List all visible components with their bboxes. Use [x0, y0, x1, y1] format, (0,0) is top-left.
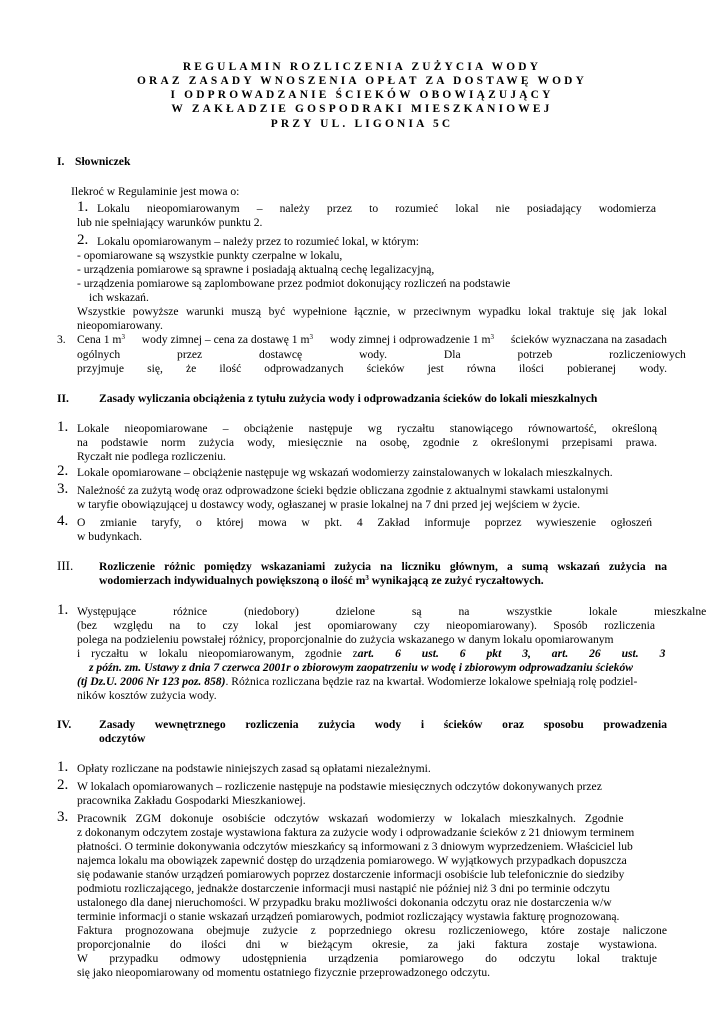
s4-item-1-line-1: Opłaty rozliczane na podstawie niniejszych zasad są opłatami niezależnymi.	[77, 762, 431, 775]
section-4-number: IV.	[57, 718, 72, 731]
s1-item-2-number: 2.	[77, 232, 89, 248]
s4-item-3-line-1: Pracownik ZGM dokonuje osobiście odczytów wskazań wodomierzy w lokalach mieszkalnych. Zgodnie	[77, 812, 624, 825]
s3-item-1-line-2: (bez względu na to czy lokal jest opomiarowany czy nieopomiarowany). Sposób rozliczenia	[77, 619, 655, 632]
section-3-heading-line-2: wodomierzach indywidualnych powiększoną o ilość $m^3$ wynikającą ze zużyć ryczałtowych.	[99, 574, 544, 587]
section-1-number: I.	[57, 155, 65, 168]
s4-item-3-line-2: z dokonanym odczytem zostaje wystawiona faktura za zużycie wody i odprowadzanie ścieków z 21 dniowym terminem	[77, 826, 635, 839]
s3-item-1-line-1: Występujące różnice (niedobory) dzielone są na wszystkie lokale mieszkalne	[77, 605, 707, 618]
s4-item-2-line-2: pracownika Zakładu Gospodarki Mieszkaniowej.	[77, 794, 306, 807]
s2-item-3-line-2: w taryfie obowiązującej u dostawcy wody, ogłaszanej w prasie lokalnej na 7 dni przed jej wejściem w życie.	[77, 498, 581, 511]
s3-item-1-line-5: z późn. zm. Ustawy z dnia 7 czerwca 2001r o zbiorowym zaopatrzeniu w wodę i zbiorowym odprowadzaniu ścieków	[89, 661, 634, 674]
s2-item-2-number: 2.	[57, 463, 69, 479]
s1-item-2-line-3: - urządzenia pomiarowe są sprawne i posiadają aktualną cechę legalizacyjną,	[77, 263, 435, 276]
section-1-intro: Ilekroć w Regulaminie jest mowa o:	[71, 185, 240, 198]
s2-item-4-line-1: O zmianie taryfy, o której mowa w pkt. 4 Zakład informuje poprzez wywieszenie ogłoszeń	[77, 516, 652, 529]
s3-item-1-line-4: i ryczałtu w lokalu nieopomiarowanym, zgodnie z art. 6 ust. 6 pkt 3, art. 26 ust. 3	[77, 647, 666, 660]
s3-item-1-line-7: ników kosztów zużycia wody.	[77, 689, 217, 702]
s1-item-2-line-5: ich wskazań.	[89, 291, 149, 304]
s1-item-2-line-6: Wszystkie powyższe warunki muszą być wypełnione łącznie, w przeciwnym wypadku lokal traktuje się jak lokal	[77, 305, 667, 318]
s2-item-2-line-1: Lokale opomiarowane – obciążenie następuje wg wskazań wodomierzy zainstalowanych w lokalach mieszkalnych.	[77, 466, 613, 479]
s4-item-2-number: 2.	[57, 777, 69, 793]
section-3-number: III.	[57, 558, 74, 573]
title-line-4: W ZAKŁADZIE GOSPODRAKI MIESZKANIOWEJ	[171, 103, 553, 115]
s4-item-3-line-4: najemca lokalu ma obowiązek zapewnić dostęp do urządzenia pomiarowego. W wyjątkowych przypadkach dopuszcza	[77, 854, 627, 867]
s4-item-1-number: 1.	[57, 759, 69, 775]
s1-item-2-line-7: nieopomiarowany.	[77, 319, 163, 332]
s1-item-3-line-1: Cena 1 $m^3$ wody zimnej – cena za dostawę 1 $m^3$ wody zimnej i odprowadzenie 1 $m^3$ ścieków wyznaczana na zasadach	[77, 333, 667, 346]
s1-item-3-line-3: przyjmuje się, że ilość odprowadzanych ścieków jest równa ilości pobieranej wody.	[77, 362, 667, 375]
s4-item-3-line-12: się jako nieopomiarowany od momentu ostatniego fizycznie przeprowadzonego odczytu.	[77, 966, 491, 979]
s2-item-3-line-1: Należność za zużytą wodę oraz odprowadzone ścieki będzie obliczana zgodnie z aktualnymi stawkami ustalonymi	[77, 484, 609, 497]
s1-item-2-line-2: - opomiarowane są wszystkie punkty czerpalne w lokalu,	[77, 249, 343, 262]
s4-item-2-line-1: W lokalach opomiarowanych – rozliczenie następuje na podstawie miesięcznych odczytów dokonywanych przez	[77, 780, 602, 793]
section-3-heading-line-1: Rozliczenie różnic pomiędzy wskazaniami zużycia na liczniku głównym, a sumą wskazań zużycia na	[99, 560, 667, 573]
s2-item-4-number: 4.	[57, 513, 69, 529]
title-line-3: I ODPROWADZANIE ŚCIEKÓW OBOWIĄZUJĄCY	[170, 89, 554, 101]
s1-item-2-line-4: - urządzenia pomiarowe są zaplombowane przez podmiot dokonujący rozliczeń na podstawie	[77, 277, 511, 290]
section-4-heading-line-2: odczytów	[99, 732, 146, 745]
title-line-5: PRZY UL. LIGONIA 5C	[270, 118, 454, 130]
title-line-2: ORAZ ZASADY WNOSZENIA OPŁAT ZA DOSTAWĘ WODY	[136, 75, 588, 87]
s2-item-4-line-2: w budynkach.	[77, 530, 143, 543]
s4-item-3-line-10: proporcjonalnie do ilości dni w bieżącym okresie, za jaki faktura zostaje wystawiona.	[77, 938, 657, 951]
s3-item-1-number: 1.	[57, 602, 69, 618]
s1-item-3-line-2: ogólnych przez dostawcę wody. Dla potrzeb rozliczeniowych	[77, 348, 686, 361]
s4-item-3-line-9: Faktura prognozowana obejmuje zużycie z poprzedniego okresu rozliczeniowego, które zostaje naliczone	[77, 924, 667, 937]
title-line-1: REGULAMIN ROZLICZENIA ZUŻYCIA WODY	[182, 61, 542, 73]
section-1-heading: Słowniczek	[75, 155, 131, 168]
s2-item-1-line-2: na podstawie norm zużycia wody, miesięcznie na osobę, zgodnie z określonymi przepisami prawa.	[77, 436, 657, 449]
s3-item-1-line-6: (tj Dz.U. 2006 Nr 123 poz. 858). Różnica rozliczana będzie raz na kwartał. Wodomierze lokalowe spełniają rolę podziel-	[77, 675, 638, 688]
s2-item-1-line-3: Ryczałt nie podlega rozliczeniu.	[77, 450, 226, 463]
s2-item-1-number: 1.	[57, 419, 69, 435]
s4-item-3-line-7: ustalonego dla danej nieruchomości. W przypadku braku możliwości dokonania odczytu oraz nie dostarczenia w/w	[77, 896, 612, 909]
s1-item-1-number: 1.	[77, 199, 89, 215]
s4-item-3-number: 3.	[57, 809, 69, 825]
section-4-heading-line-1: Zasady wewnętrznego rozliczenia zużycia wody i ścieków oraz sposobu prowadzenia	[99, 718, 667, 731]
s4-item-3-line-3: płatności. O terminie dokonywania odczytów mieszkańcy są informowani z 3 dniowym wyprzedzeniem. Właściciel lub	[77, 840, 633, 853]
s1-item-1-line-2: lub nie spełniający warunków punktu 2.	[77, 216, 263, 229]
s1-item-3-number: 3.	[57, 333, 66, 346]
section-2-heading: Zasady wyliczania obciążenia z tytułu zużycia wody i odprowadzania ścieków do lokali mieszkalnych	[99, 392, 598, 405]
section-2-number: II.	[57, 392, 69, 405]
s4-item-3-line-5: się podawanie stanów urządzeń pomiarowych poprzez dostarczenie informacji osobiście lub telefonicznie do siedziby	[77, 868, 625, 881]
s2-item-1-line-1: Lokale nieopomiarowane – obciążenie następuje wg ryczałtu stanowiącego równowartość, określoną	[77, 422, 657, 435]
s4-item-3-line-8: terminie informacji o stanie wskazań urządzeń pomiarowych, podmiot rozliczający wystawia fakturę prognozowaną.	[77, 910, 620, 923]
s4-item-3-line-6: podmiotu rozliczającego, jednakże dostarczenie informacji musi nastąpić nie później niż 3 dni po terminie odczytu	[77, 882, 610, 895]
s2-item-3-number: 3.	[57, 481, 69, 497]
s1-item-2-line-1: Lokalu opomiarowanym – należy przez to rozumieć lokal, w którym:	[97, 235, 419, 248]
s3-item-1-line-3: polega na podzieleniu powstałej różnicy, proporcjonalnie do zużycia wskazanego w danym lokalu opomiarowanym	[77, 633, 614, 646]
s4-item-3-line-11: W przypadku odmowy udostępnienia urządzenia pomiarowego do odczytu lokal traktuje	[77, 952, 657, 965]
s1-item-1-line-1: Lokalu nieopomiarowanym – należy przez to rozumieć lokal nie posiadający wodomierza	[97, 202, 656, 215]
